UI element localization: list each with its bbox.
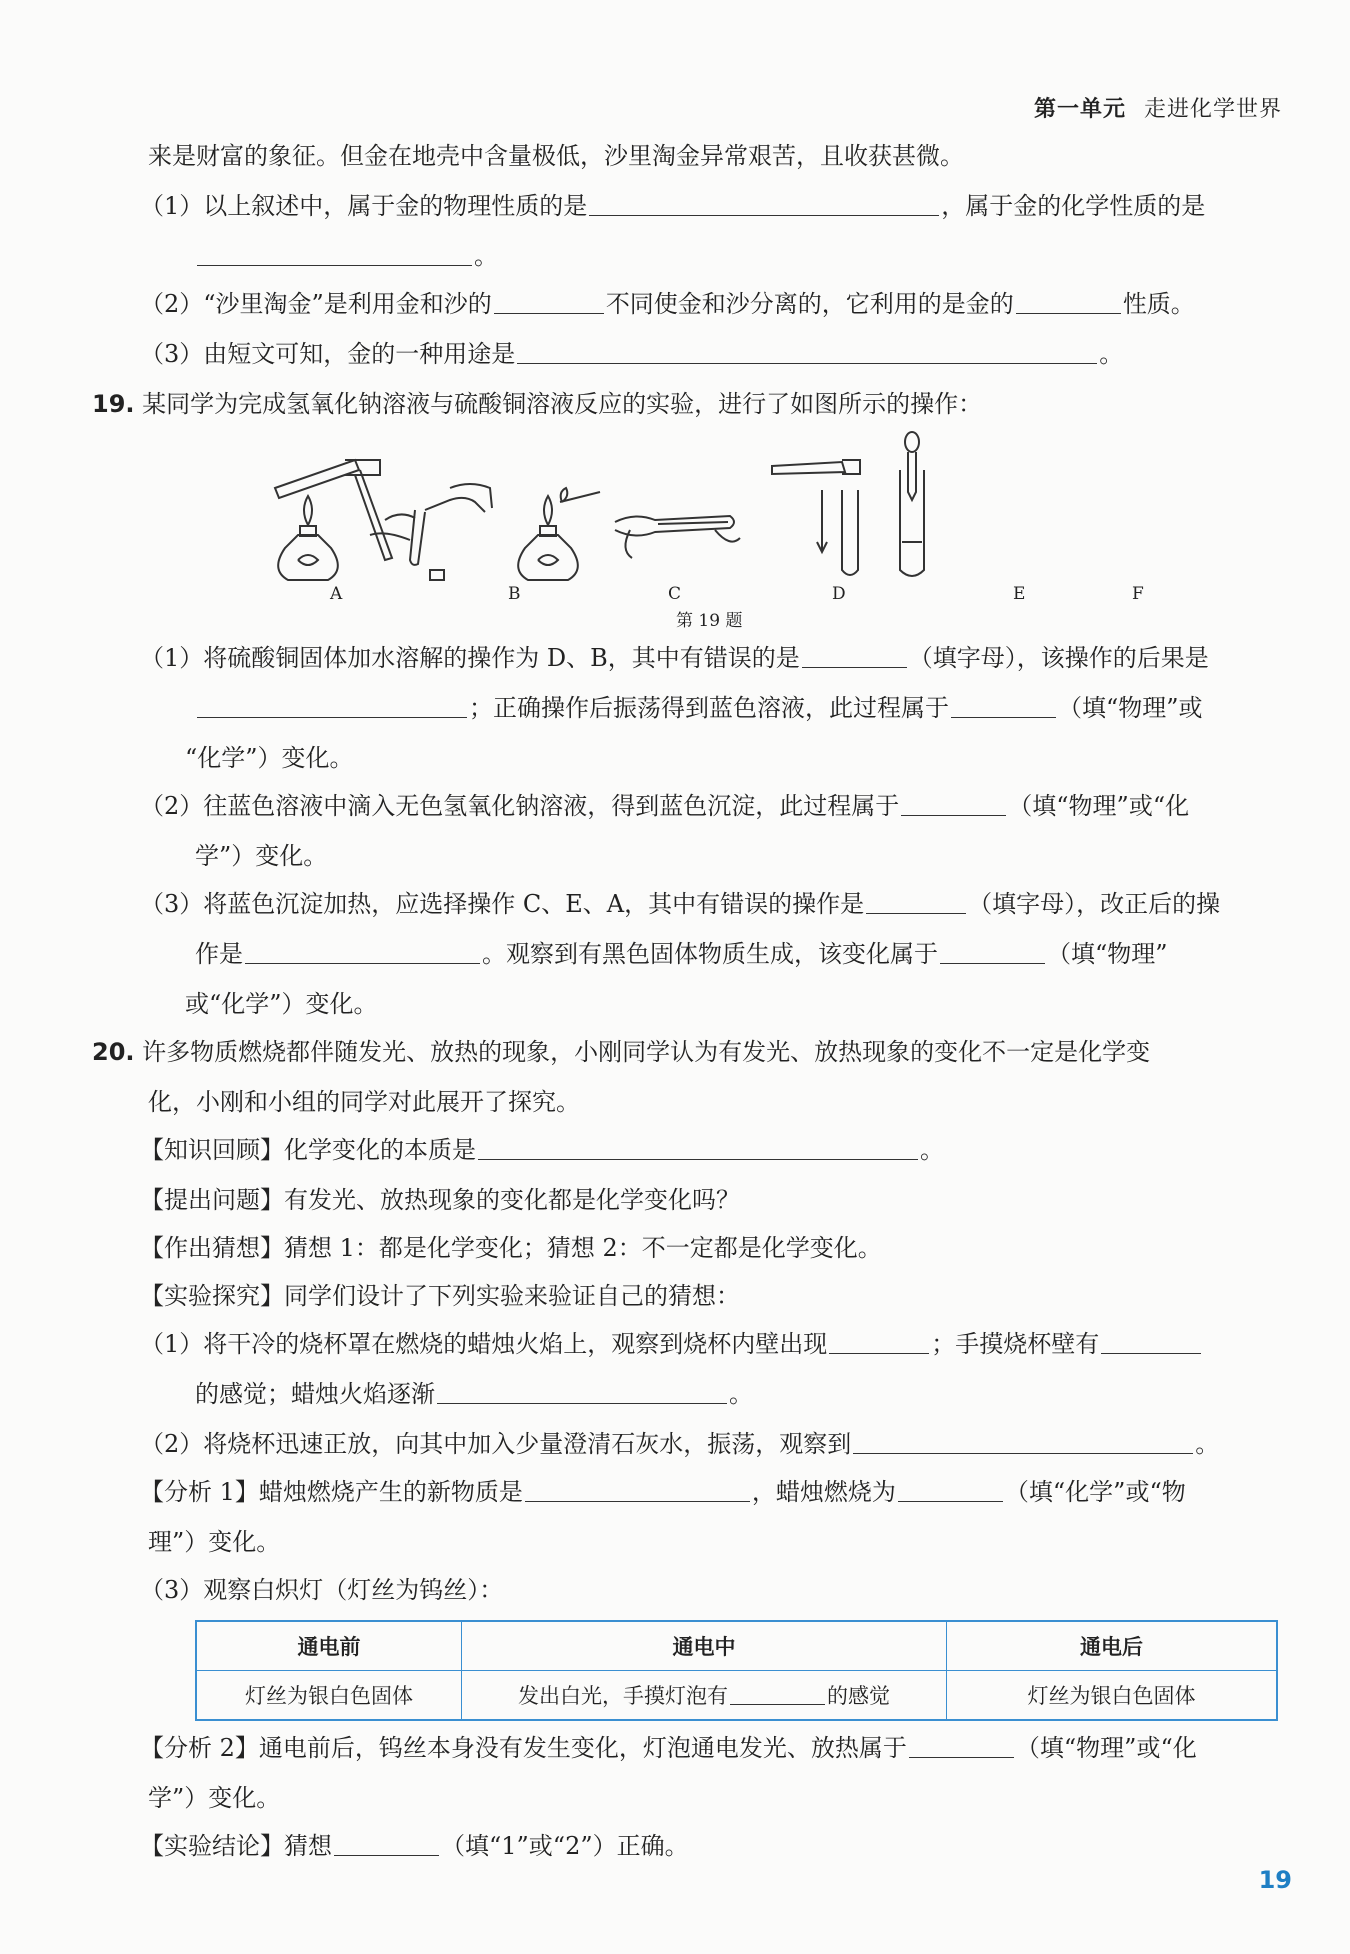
answer-blank[interactable] xyxy=(589,191,939,216)
q20-exp3: （3）观察白炽灯（灯丝为钨丝）： xyxy=(140,1576,504,1604)
figure-c-lighting-burner xyxy=(518,488,600,580)
answer-blank[interactable] xyxy=(334,1831,439,1856)
figure-e-transferring xyxy=(772,460,860,575)
figure-b-adding-liquid xyxy=(370,484,492,580)
q18-part2: （2）“沙里淘金”是利用金和沙的 不同使金和沙分离的，它利用的是金的 性质。 xyxy=(140,290,1195,318)
q20-exp1: （1）将干冷的烧杯罩在燃烧的蜡烛火焰上，观察到烧杯内壁出现 ；手摸烧杯壁有 xyxy=(140,1328,1203,1360)
answer-blank[interactable] xyxy=(197,241,472,266)
table-row xyxy=(196,1671,1277,1721)
q19-part1: （1）将硫酸铜固体加水溶解的操作为 D、B，其中有错误的是 （填字母），该操作的后果是 xyxy=(140,644,1209,672)
answer-blank[interactable] xyxy=(197,693,467,718)
answer-blank[interactable] xyxy=(478,1135,918,1160)
answer-blank[interactable] xyxy=(901,791,1006,816)
q20-explore: 【实验探究】同学们设计了下列实验来验证自己的猜想： xyxy=(140,1282,740,1310)
question-number: 19. xyxy=(92,390,135,418)
table-header: 通电中 xyxy=(462,1621,947,1671)
figure-label: F xyxy=(1132,584,1144,604)
q20-analysis2: 【分析 2】通电前后，钨丝本身没有发生变化，灯泡通电发光、放热属于 （填“物理”或“化 xyxy=(140,1734,1197,1762)
answer-blank[interactable] xyxy=(898,1477,1003,1502)
figure-label: E xyxy=(1013,584,1026,604)
answer-blank[interactable] xyxy=(951,693,1056,718)
figure-caption: 第 19 题 xyxy=(676,611,743,631)
table-cell: 发出白光，手摸灯泡有 的感觉 xyxy=(462,1671,947,1721)
answer-blank[interactable] xyxy=(517,339,1097,364)
answer-blank[interactable] xyxy=(909,1733,1014,1758)
running-header xyxy=(1034,92,1282,123)
table-header-row xyxy=(196,1621,1277,1671)
q19-part2: （2）往蓝色溶液中滴入无色氢氧化钠溶液，得到蓝色沉淀，此过程属于 （填“物理”或“化 xyxy=(140,792,1190,820)
figure-label: D xyxy=(832,584,846,604)
answer-blank[interactable] xyxy=(525,1477,750,1502)
q20-analysis1: 【分析 1】蜡烛燃烧产生的新物质是 ，蜡烛燃烧为 （填“化学”或“物 xyxy=(140,1478,1186,1506)
figure-label: A xyxy=(330,584,343,604)
table-header: 通电后 xyxy=(947,1621,1278,1671)
table-header: 通电前 xyxy=(196,1621,462,1671)
answer-blank[interactable] xyxy=(437,1379,727,1404)
answer-blank[interactable] xyxy=(853,1429,1193,1454)
q18-part1: （1）以上叙述中，属于金的物理性质的是 ，属于金的化学性质的是 xyxy=(140,192,1206,220)
q20-stem: 20. 许多物质燃烧都伴随发光、放热的现象，小刚同学认为有发光、放热现象的变化不一定是化学变 xyxy=(92,1038,1151,1066)
q20-exp2: （2）将烧杯迅速正放，向其中加入少量澄清石灰水，振荡，观察到 。 xyxy=(140,1430,1220,1458)
q20-stem-cont: 化，小刚和小组的同学对此展开了探究。 xyxy=(148,1088,580,1116)
table-cell: 灯丝为银白色固体 xyxy=(196,1671,462,1721)
answer-blank[interactable] xyxy=(940,939,1045,964)
figure-d-shaking-tube xyxy=(615,516,740,558)
page-number: 19 xyxy=(1258,1866,1292,1894)
q20-conclusion: 【实验结论】猜想 （填“1”或“2”）正确。 xyxy=(140,1832,689,1860)
q20-analysis1-end: 理”）变化。 xyxy=(148,1528,281,1556)
q19-part1-end: “化学”）变化。 xyxy=(185,744,354,772)
answer-blank[interactable] xyxy=(1016,289,1121,314)
lamp-observation-table xyxy=(195,1620,1278,1721)
q19-apparatus-figure xyxy=(260,430,1260,610)
q19-part2-end: 学”）变化。 xyxy=(195,842,328,870)
unit-title: 走进化学世界 xyxy=(1143,97,1282,122)
figure-a-heating-tube xyxy=(275,460,392,580)
unit-label: 第一单元 xyxy=(1033,97,1126,122)
answer-blank[interactable] xyxy=(829,1329,929,1354)
q19-part3: （3）将蓝色沉淀加热，应选择操作 C、E、A，其中有错误的操作是 （填字母），改正后的操 xyxy=(140,890,1221,918)
q19-part1-cont: ；正确操作后振荡得到蓝色溶液，此过程属于 （填“物理”或 xyxy=(195,692,1203,724)
q20-question: 【提出问题】有发光、放热现象的变化都是化学变化吗？ xyxy=(140,1186,740,1214)
q20-review: 【知识回顾】化学变化的本质是 。 xyxy=(140,1136,944,1164)
q19-part3-cont: 作是 。观察到有黑色固体物质生成，该变化属于 （填“物理” xyxy=(195,940,1168,968)
question-number: 20. xyxy=(92,1038,135,1066)
q18-part3: （3）由短文可知，金的一种用途是 。 xyxy=(140,340,1124,368)
table-cell: 灯丝为银白色固体 xyxy=(947,1671,1278,1721)
figure-f-dropping xyxy=(900,432,924,576)
figure-label: C xyxy=(668,584,682,604)
answer-blank[interactable] xyxy=(494,289,604,314)
q19-stem: 19. 某同学为完成氢氧化钠溶液与硫酸铜溶液反应的实验，进行了如图所示的操作： xyxy=(92,390,983,418)
q20-exp1-cont: 的感觉；蜡烛火焰逐渐 。 xyxy=(195,1380,753,1408)
answer-blank[interactable] xyxy=(1101,1329,1201,1354)
q20-guess: 【作出猜想】猜想 1：都是化学变化；猜想 2：不一定都是化学变化。 xyxy=(140,1234,882,1262)
q18-part1-cont: 。 xyxy=(195,240,498,272)
q20-analysis2-end: 学”）变化。 xyxy=(148,1784,281,1812)
answer-blank[interactable] xyxy=(730,1684,825,1705)
q19-part3-end: 或“化学”）变化。 xyxy=(185,990,378,1018)
answer-blank[interactable] xyxy=(866,889,966,914)
answer-blank[interactable] xyxy=(802,643,907,668)
figure-label: B xyxy=(508,584,521,604)
answer-blank[interactable] xyxy=(245,939,480,964)
q18-intro: 来是财富的象征。但金在地壳中含量极低，沙里淘金异常艰苦，且收获甚微。 xyxy=(148,142,964,170)
